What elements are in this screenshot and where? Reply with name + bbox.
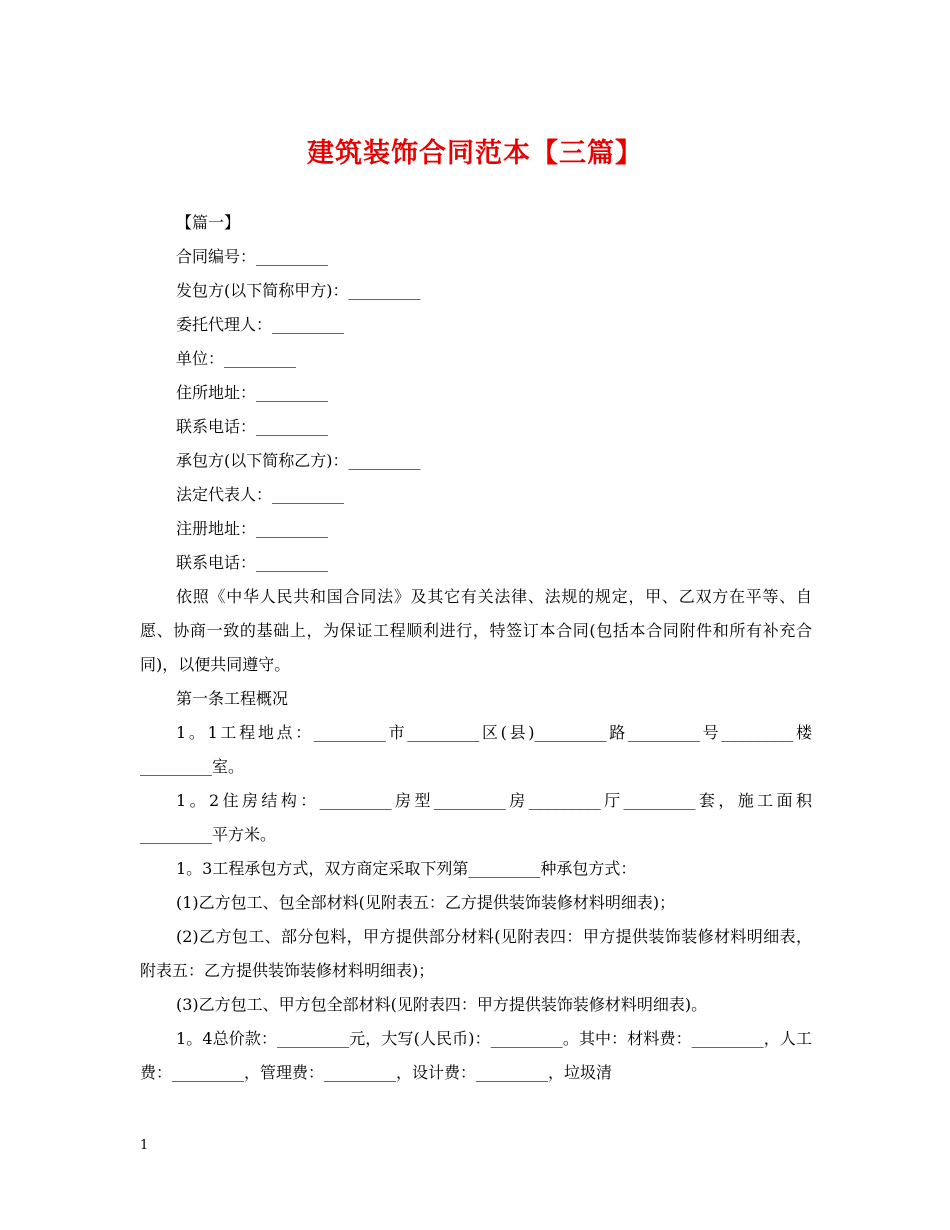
field-contract-number: 合同编号：_________ — [176, 247, 329, 266]
field-party-b: 承包方(以下简称乙方)：_________ — [176, 451, 421, 470]
field-unit: 单位：_________ — [176, 349, 297, 368]
clause-option-1: (1)乙方包工、包全部材料(见附表五：乙方提供装饰装修材料明细表)； — [176, 893, 676, 912]
clause-option-2: (2)乙方包工、部分包料，甲方提供部分材料(见附表四：甲方提供装饰装修材料明细表，附表五：乙方提供装饰装修材料明细表)； — [140, 927, 812, 980]
field-legal-rep: 法定代表人：_________ — [176, 485, 345, 504]
field-phone-b: 联系电话：_________ — [176, 553, 329, 572]
field-registered-address: 注册地址：_________ — [176, 519, 329, 538]
document-body — [140, 206, 812, 1090]
clause-option-3: (3)乙方包工、甲方包全部材料(见附表四：甲方提供装饰装修材料明细表)。 — [176, 995, 708, 1014]
clause-structure: 1。2住房结构：_________房型_________房_________厅_________套，施工面积_________平方米。 — [140, 791, 812, 844]
article-heading: 第一条工程概况 — [176, 689, 289, 708]
clause-location: 1。1工程地点：_________市_________区(县)_________路_________号_________楼_________室。 — [140, 723, 812, 776]
field-party-a: 发包方(以下简称甲方)：_________ — [176, 281, 421, 300]
section-heading: 【篇一】 — [176, 213, 241, 232]
field-agent: 委托代理人：_________ — [176, 315, 345, 334]
page-number: 1 — [140, 1138, 149, 1153]
document-title: 建筑装饰合同范本【三篇】 — [307, 138, 643, 169]
clause-contract-mode: 1。3工程承包方式，双方商定采取下列第_________种承包方式： — [176, 859, 637, 878]
field-address: 住所地址：_________ — [176, 383, 329, 402]
clause-total-price: 1。4总价款：_________元，大写(人民币)：_________。其中：材料费：_________，人工费：_________，管理费：_________，设计费：_________，垃圾清 — [140, 1029, 812, 1082]
intro-paragraph: 依照《中华人民共和国合同法》及其它有关法律、法规的规定，甲、乙双方在平等、自愿、协商一致的基础上，为保证工程顺利进行，特签订本合同(包括本合同附件和所有补充合同)，以便共同遵守。 — [140, 587, 812, 674]
field-phone-a: 联系电话：_________ — [176, 417, 329, 436]
